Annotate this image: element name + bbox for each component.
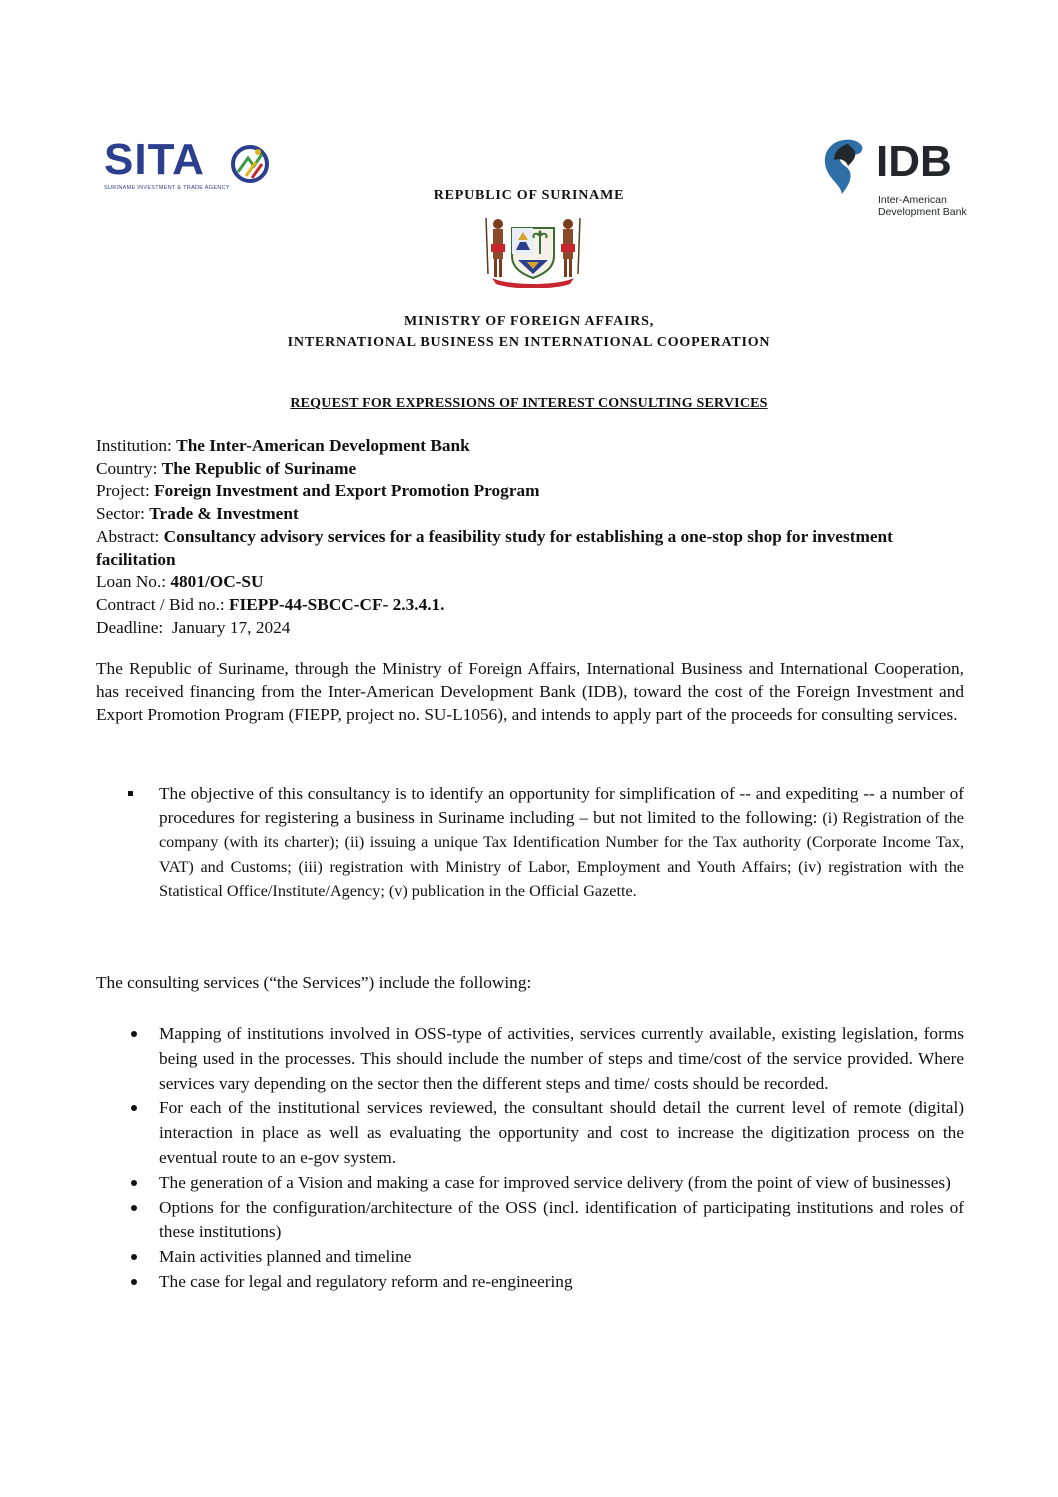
- objective-text-part1: The objective of this consultancy is to identify an opportunity for simplification of -- and expediting -- a number of procedures for registering a business in Suriname including – but not limited to the following:: [159, 784, 964, 827]
- field-value: 4801/OC-SU: [170, 572, 264, 592]
- objective-list: [96, 782, 964, 904]
- square-bullet-icon: [128, 791, 133, 796]
- idb-subtitle: Inter-American Development Bank: [878, 194, 967, 218]
- field-institution: [96, 435, 964, 458]
- field-sector: [96, 503, 964, 526]
- service-text: For each of the institutional services reviewed, the consultant should detail the current level of remote (digital) interaction in place as well as evaluating the opportunity and cost to increase the digitization process on the eventual route to an e-gov system.: [159, 1098, 964, 1167]
- field-label: Country:: [96, 458, 162, 478]
- ministry-line-1: MINISTRY OF FOREIGN AFFAIRS,: [403, 314, 655, 329]
- list-item: [96, 1022, 964, 1096]
- field-value: January 17, 2024: [171, 617, 291, 637]
- sita-logo-text: SITA: [104, 135, 205, 184]
- field-deadline: [96, 617, 964, 640]
- list-item: [96, 1270, 964, 1295]
- service-text: The generation of a Vision and making a case for improved service delivery (from the point of view of businesses): [159, 1172, 951, 1192]
- sita-tagline: SURINAME INVESTMENT & TRADE AGENCY: [104, 185, 230, 191]
- field-label: Loan No.:: [96, 572, 171, 592]
- service-text: The case for legal and regulatory reform and re-engineering: [159, 1271, 573, 1291]
- sita-emblem-icon: [228, 142, 272, 186]
- field-label: Project:: [96, 481, 155, 501]
- intro-paragraph: The Republic of Suriname, through the Ministry of Foreign Affairs, International Business and International Cooperation, has received financing from the Inter-American Development Bank (IDB), toward the cost of the Foreign Investment and Export Promotion Program (FIEPP, project no. SU-L1056), and intends to apply part of the proceeds for consulting services.: [96, 659, 964, 724]
- list-item: [96, 1196, 964, 1246]
- service-text: Main activities planned and timeline: [159, 1247, 412, 1267]
- bullet-icon: [131, 1279, 137, 1285]
- field-project: [96, 480, 964, 503]
- ministry-heading: [0, 311, 1058, 353]
- idb-logo-text: IDB: [876, 137, 952, 186]
- republic-heading: REPUBLIC OF SURINAME: [433, 188, 625, 203]
- field-value: FIEPP-44-SBCC-CF- 2.3.4.1.: [228, 594, 445, 614]
- ministry-line-2: INTERNATIONAL BUSINESS EN INTERNATIONAL COOPERATION: [287, 335, 771, 350]
- bullet-icon: [131, 1105, 137, 1111]
- field-label: Contract / Bid no.:: [96, 594, 229, 614]
- list-item: [96, 1171, 964, 1196]
- bullet-icon: [131, 1031, 137, 1037]
- field-value: The Inter-American Development Bank: [176, 436, 470, 455]
- field-label: Abstract:: [96, 526, 164, 546]
- field-label: Sector:: [96, 504, 150, 524]
- list-item: [96, 782, 964, 904]
- request-title: REQUEST FOR EXPRESSIONS OF INTEREST CONSULTING SERVICES: [290, 396, 768, 411]
- field-country: [96, 458, 964, 481]
- field-label: Deadline:: [96, 617, 172, 637]
- bullet-icon: [131, 1180, 137, 1186]
- field-abstract: [96, 526, 964, 571]
- list-item: [96, 1096, 964, 1170]
- suriname-coat-of-arms-icon: [478, 214, 588, 288]
- service-text: Mapping of institutions involved in OSS-type of activities, services currently available, existing legislation, forms being used in the processes. This should include the number of steps and time/cost of the service provided. Where services vary depending on the sector then the different steps and time/ costs should be recorded.: [159, 1024, 964, 1093]
- field-value: Consultancy advisory services for a feasibility study for establishing a one-stop shop for investment facilitation: [96, 526, 893, 569]
- service-text: Options for the configuration/architecture of the OSS (incl. identification of participating institutions and roles of these institutions): [159, 1197, 964, 1242]
- idb-logo: [818, 136, 968, 218]
- bullet-icon: [131, 1205, 137, 1211]
- services-list: [96, 1022, 964, 1295]
- list-item: [96, 1245, 964, 1270]
- field-value: The Republic of Suriname: [161, 458, 357, 478]
- field-value: Foreign Investment and Export Promotion Program: [154, 481, 540, 501]
- services-intro: The consulting services (“the Services”) include the following:: [96, 973, 532, 992]
- field-label: Institution:: [96, 436, 177, 455]
- request-details: [96, 435, 964, 639]
- field-loan-no: [96, 571, 964, 594]
- field-contract-no: [96, 594, 964, 617]
- field-value: Trade & Investment: [149, 504, 299, 524]
- bullet-icon: [131, 1254, 137, 1260]
- objective-text-part2: (i) Registration of the company (with its charter); (ii) issuing a unique Tax Identification Number for the Tax authority (Corporate Income Tax, VAT) and Customs; (iii) registration with Ministry of Labor, Employment and Youth Affairs; (iv) registration with the Statistical Office/Institute/Agency; (v) publication in the Official Gazette.: [159, 808, 964, 900]
